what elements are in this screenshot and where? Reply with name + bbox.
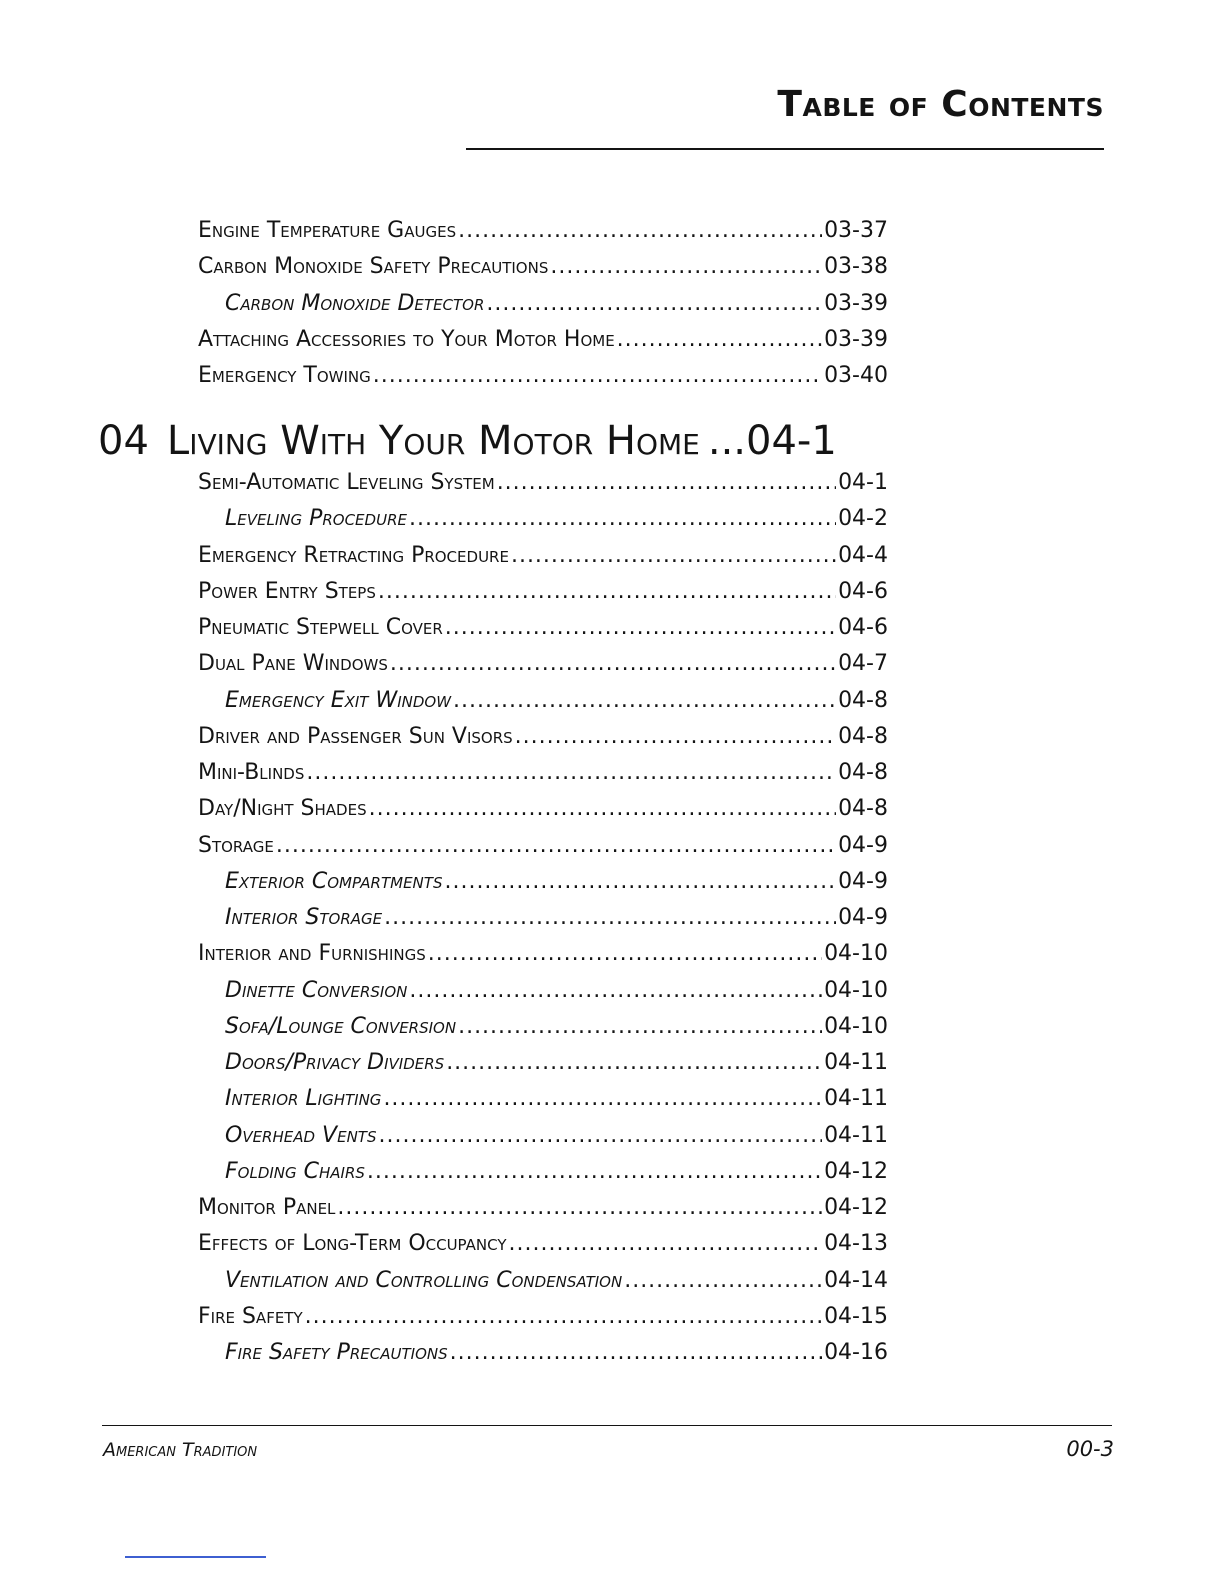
toc-entry[interactable] — [198, 218, 888, 254]
footer-page-number: 00-3 — [1066, 1437, 1114, 1461]
title-rule — [466, 148, 1104, 150]
toc-entry[interactable] — [198, 579, 888, 615]
toc-entry-page: 04-12 — [824, 1195, 888, 1220]
dot-leader — [444, 869, 836, 894]
dot-leader — [450, 1340, 822, 1365]
toc-subentry[interactable] — [225, 869, 888, 905]
toc-entry-label: Emergency Towing — [198, 363, 371, 388]
toc-entry-label: Sofa/Lounge Conversion — [225, 1013, 457, 1039]
toc-entry-label: Interior and Furnishings — [198, 941, 426, 967]
chapter-title: Living With Your Motor Home — [166, 418, 700, 464]
toc-entry-page: 04-12 — [824, 1158, 888, 1184]
toc-entry-page: 04-8 — [838, 687, 888, 713]
dot-leader — [486, 291, 822, 316]
dot-leader — [378, 1123, 822, 1148]
toc-entry-page: 04-10 — [824, 941, 888, 967]
toc-entry-label: Dual Pane Windows — [198, 651, 388, 677]
toc-entry-label: Folding Chairs — [225, 1158, 365, 1184]
dot-leader — [409, 978, 822, 1003]
toc-entry-page: 04-6 — [838, 578, 888, 604]
dot-leader — [367, 1159, 822, 1184]
toc-entry[interactable] — [198, 363, 888, 399]
footer-publication-name: American Tradition — [103, 1439, 258, 1461]
toc-subentry[interactable] — [225, 688, 888, 724]
toc-entry-label: Power Entry Steps — [198, 578, 376, 604]
toc-subentry[interactable] — [225, 978, 888, 1014]
toc-entry-page: 04-6 — [838, 615, 888, 640]
toc-subentry[interactable] — [225, 1268, 888, 1304]
page-title: Table of Contents — [777, 84, 1104, 125]
toc-entry[interactable] — [198, 760, 888, 796]
toc-entry-page: 03-38 — [824, 254, 888, 280]
toc-subentry[interactable] — [225, 1340, 888, 1376]
toc-entry[interactable] — [198, 615, 888, 651]
dot-leader — [550, 254, 822, 279]
toc-entry-label: Dinette Conversion — [225, 977, 408, 1003]
toc-entry-page: 04-8 — [838, 760, 888, 785]
toc-entry-page: 04-8 — [838, 796, 888, 822]
toc-entry-page: 04-9 — [838, 868, 888, 894]
toc-entry-page: 04-13 — [824, 1231, 888, 1257]
toc-entry-page: 03-39 — [824, 326, 888, 352]
toc-entry-page: 03-37 — [824, 218, 888, 243]
toc-entry-page: 04-2 — [838, 506, 888, 532]
toc-entry-label: Ventilation and Controlling Condensation — [225, 1267, 623, 1293]
toc-entry[interactable] — [198, 796, 888, 832]
toc-entry-label: Carbon Monoxide Detector — [225, 290, 485, 316]
toc-entry-label: Interior Lighting — [225, 1086, 382, 1112]
toc-entry-page: 03-40 — [824, 363, 888, 388]
dot-leader — [378, 579, 836, 604]
toc-entry-label: Storage — [198, 832, 274, 858]
toc-entry[interactable] — [198, 941, 888, 977]
dot-leader — [390, 651, 836, 676]
chapter-heading[interactable] — [98, 418, 888, 476]
dot-leader — [384, 905, 836, 930]
toc-entry-page: 04-11 — [824, 1122, 888, 1148]
dot-leader — [445, 615, 836, 640]
toc-entry-label: Fire Safety — [198, 1303, 303, 1329]
dot-leader — [305, 1304, 822, 1329]
toc-entry-page: 04-10 — [824, 1013, 888, 1039]
dot-leader — [497, 470, 836, 495]
toc-entry-page: 03-39 — [824, 290, 888, 316]
toc-entry-label: Doors/Privacy Dividers — [225, 1050, 445, 1075]
dot-leader — [515, 724, 836, 749]
dot-leader — [383, 1086, 822, 1111]
dot-leader — [453, 688, 836, 713]
toc-entry-label: Emergency Exit Window — [225, 687, 452, 713]
toc-subentry[interactable] — [225, 506, 888, 542]
toc-entry-page: 04-15 — [824, 1303, 888, 1329]
toc-entry[interactable] — [198, 254, 888, 290]
toc-entry-page: 04-11 — [824, 1086, 888, 1112]
dot-leader — [337, 1195, 822, 1220]
toc-subentry[interactable] — [225, 291, 888, 327]
footer-rule — [102, 1425, 1112, 1426]
toc-entry-label: Emergency Retracting Procedure — [198, 542, 509, 568]
toc-entry-page: 04-10 — [824, 977, 888, 1003]
link-underline — [125, 1556, 266, 1558]
chapter-number: 04 — [98, 418, 149, 464]
toc-entry-label: Exterior Compartments — [225, 868, 443, 894]
toc-entry-page: 04-1 — [838, 470, 888, 495]
toc-entry-label: Pneumatic Stepwell Cover — [198, 615, 443, 640]
dot-leader — [428, 941, 822, 966]
toc-entry-label: Monitor Panel — [198, 1195, 336, 1220]
toc-entry-page: 04-14 — [824, 1267, 888, 1293]
toc-entry-label: Carbon Monoxide Safety Precautions — [198, 254, 549, 280]
toc-entry-page: 04-8 — [838, 723, 888, 749]
toc-subentry[interactable] — [225, 905, 888, 941]
dot-leader — [458, 1014, 822, 1039]
toc-subentry[interactable] — [225, 1159, 888, 1195]
dot-leader — [511, 543, 836, 568]
toc-entry[interactable] — [198, 327, 888, 363]
toc-entry[interactable] — [198, 1304, 888, 1340]
toc-entry-page: 04-16 — [824, 1340, 888, 1365]
toc-entry[interactable] — [198, 543, 888, 579]
dot-leader — [458, 218, 822, 243]
toc-entry-label: Engine Temperature Gauges — [198, 218, 457, 243]
toc-entry-label: Attaching Accessories to Your Motor Home — [198, 326, 615, 352]
toc-entry[interactable] — [198, 651, 888, 687]
dot-leader — [276, 833, 836, 858]
dot-leader — [369, 796, 836, 821]
toc-entry-label: Semi-Automatic Leveling System — [198, 470, 495, 495]
dot-leader — [509, 1231, 823, 1256]
toc-entry-page: 04-9 — [838, 832, 888, 858]
toc-entry[interactable] — [198, 1195, 888, 1231]
toc-entry-page: 04-7 — [838, 651, 888, 677]
toc-entry-label: Driver and Passenger Sun Visors — [198, 723, 513, 749]
toc-entry-label: Interior Storage — [225, 905, 383, 930]
dot-leader — [624, 1268, 822, 1293]
toc-entry-page: 04-4 — [838, 542, 888, 568]
dot-leader — [306, 760, 836, 785]
dot-leader — [446, 1050, 822, 1075]
toc-entry[interactable] — [198, 1231, 888, 1267]
toc-entry[interactable] — [198, 470, 888, 506]
toc-entry-label: Overhead Vents — [225, 1122, 377, 1148]
toc-entry[interactable] — [198, 833, 888, 869]
dot-leader — [373, 363, 822, 388]
toc-entry-label: Day/Night Shades — [198, 796, 367, 822]
dot-leader — [409, 506, 836, 531]
chapter-leader: ... — [707, 418, 747, 464]
chapter-page: 04-1 — [746, 418, 837, 464]
toc-subentry[interactable] — [225, 1050, 888, 1086]
toc-entry-page: 04-9 — [838, 905, 888, 930]
toc-subentry[interactable] — [225, 1014, 888, 1050]
toc-entry-page: 04-11 — [824, 1050, 888, 1075]
toc-entry[interactable] — [198, 724, 888, 760]
toc-subentry[interactable] — [225, 1123, 888, 1159]
dot-leader — [617, 327, 822, 352]
toc-entry-label: Mini-Blinds — [198, 760, 305, 785]
toc-subentry[interactable] — [225, 1086, 888, 1122]
toc-entry-label: Effects of Long-Term Occupancy — [198, 1231, 507, 1257]
toc-entry-label: Fire Safety Precautions — [225, 1340, 448, 1365]
toc-entry-label: Leveling Procedure — [225, 506, 407, 532]
